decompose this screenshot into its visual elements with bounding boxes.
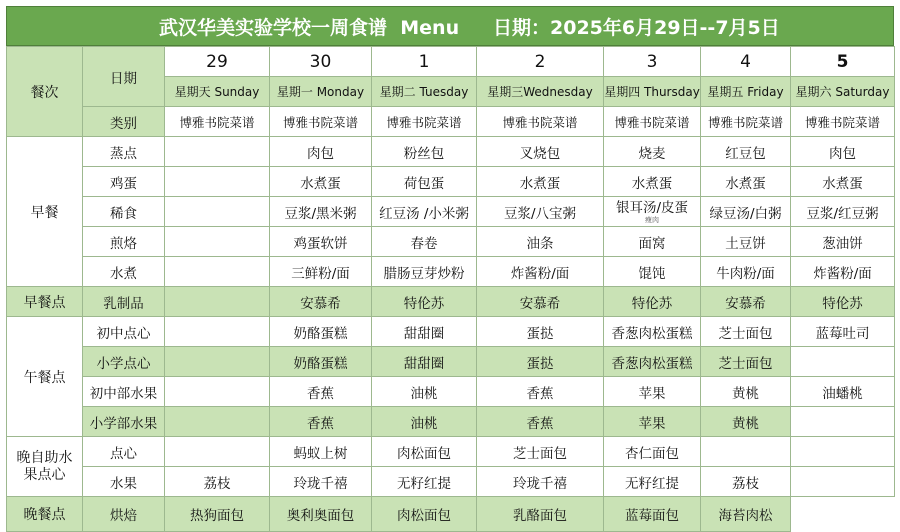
menu-cell	[791, 407, 895, 437]
menu-cell: 荔枝	[701, 467, 791, 497]
item-label: 鸡蛋	[83, 167, 165, 197]
menu-cell	[165, 137, 270, 167]
table-row	[7, 287, 895, 317]
table-row	[7, 407, 895, 437]
menu-cell: 甜甜圈	[372, 347, 477, 377]
menu-cell: 腊肠豆芽炒粉	[372, 257, 477, 287]
menu-cell: 肉松面包	[372, 437, 477, 467]
menu-cell: 香蕉	[477, 407, 604, 437]
menu-cell: 红豆包	[701, 137, 791, 167]
menu-cell: 春卷	[372, 227, 477, 257]
menu-cell	[165, 437, 270, 467]
menu-cell: 水煮蛋	[477, 167, 604, 197]
table-row	[7, 467, 895, 497]
menu-cell: 甜甜圈	[372, 317, 477, 347]
weekday-label: 星期三Wednesday	[477, 77, 604, 107]
item-label: 乳制品	[83, 287, 165, 317]
category-cell: 博雅书院菜谱	[604, 107, 701, 137]
menu-cell: 香蕉	[477, 377, 604, 407]
weekday-label: 星期一 Monday	[270, 77, 372, 107]
menu-cell: 安慕希	[270, 287, 372, 317]
menu-cell: 蛋挞	[477, 347, 604, 377]
table-row	[7, 137, 895, 167]
category-cell: 博雅书院菜谱	[270, 107, 372, 137]
menu-cell: 荷包蛋	[372, 167, 477, 197]
weekday-label: 星期六 Saturday	[791, 77, 895, 107]
day-number: 5	[791, 47, 895, 77]
menu-cell: 馄饨	[604, 257, 701, 287]
day-number: 30	[270, 47, 372, 77]
menu-cell	[165, 197, 270, 227]
menu-table	[6, 46, 895, 532]
menu-cell	[165, 317, 270, 347]
table-row	[7, 437, 895, 467]
menu-cell: 水煮蛋	[791, 167, 895, 197]
meal-time-header: 餐次	[7, 47, 83, 137]
menu-cell: 奥利奥面包	[270, 497, 372, 532]
category-header: 类别	[83, 107, 165, 137]
menu-cell: 特伦苏	[604, 287, 701, 317]
menu-cell: 烧麦	[604, 137, 701, 167]
menu-cell: 水煮蛋	[604, 167, 701, 197]
item-label: 烘焙	[83, 497, 165, 532]
menu-cell	[165, 287, 270, 317]
menu-cell: 香蕉	[270, 377, 372, 407]
table-row	[7, 497, 895, 532]
item-label: 稀食	[83, 197, 165, 227]
menu-cell: 安慕希	[701, 287, 791, 317]
table-row	[7, 347, 895, 377]
meal-label-dinner-snack: 晚餐点	[7, 497, 83, 532]
menu-cell	[791, 497, 895, 532]
menu-cell: 银耳汤/皮蛋 瘦肉	[604, 197, 701, 227]
day-number: 4	[701, 47, 791, 77]
menu-cell: 牛肉粉/面	[701, 257, 791, 287]
menu-cell: 粉丝包	[372, 137, 477, 167]
menu-cell: 芝士面包	[701, 317, 791, 347]
menu-cell: 玲珑千禧	[477, 467, 604, 497]
table-row	[7, 167, 895, 197]
menu-cell	[165, 227, 270, 257]
menu-cell: 热狗面包	[165, 497, 270, 532]
table-row	[7, 197, 895, 227]
menu-cell: 海苔肉松	[701, 497, 791, 532]
day-number: 1	[372, 47, 477, 77]
category-cell: 博雅书院菜谱	[372, 107, 477, 137]
meal-label-evening-self: 晚自助水果点心	[7, 437, 83, 497]
table-row	[7, 227, 895, 257]
menu-cell: 三鲜粉/面	[270, 257, 372, 287]
menu-cell-note: 瘦肉	[645, 216, 659, 224]
menu-cell: 葱油饼	[791, 227, 895, 257]
menu-cell	[165, 347, 270, 377]
menu-cell: 蚂蚁上树	[270, 437, 372, 467]
menu-cell: 奶酪蛋糕	[270, 317, 372, 347]
item-label: 煎烙	[83, 227, 165, 257]
day-number: 2	[477, 47, 604, 77]
menu-cell: 奶酪蛋糕	[270, 347, 372, 377]
meal-label-breakfast: 早餐	[7, 137, 83, 287]
menu-cell: 肉包	[270, 137, 372, 167]
menu-cell: 香蕉	[270, 407, 372, 437]
category-row	[7, 107, 895, 137]
weekday-label: 星期四 Thursday	[604, 77, 701, 107]
menu-cell: 蛋挞	[477, 317, 604, 347]
table-row	[7, 377, 895, 407]
menu-cell: 油蟠桃	[791, 377, 895, 407]
school-title: 武汉华美实验学校一周食谱 Menu	[159, 16, 460, 39]
menu-cell: 苹果	[604, 407, 701, 437]
weekday-label: 星期五 Friday	[701, 77, 791, 107]
menu-cell	[165, 257, 270, 287]
menu-cell: 黄桃	[701, 407, 791, 437]
menu-cell: 红豆汤 /小米粥	[372, 197, 477, 227]
title-bar	[6, 6, 894, 46]
item-label: 初中部水果	[83, 377, 165, 407]
menu-cell: 油桃	[372, 377, 477, 407]
category-cell: 博雅书院菜谱	[165, 107, 270, 137]
menu-cell: 无籽红提	[604, 467, 701, 497]
menu-cell: 苹果	[604, 377, 701, 407]
menu-cell: 荔枝	[165, 467, 270, 497]
menu-cell: 面窝	[604, 227, 701, 257]
menu-cell: 油桃	[372, 407, 477, 437]
menu-cell	[165, 377, 270, 407]
menu-cell: 土豆饼	[701, 227, 791, 257]
item-label: 水煮	[83, 257, 165, 287]
menu-cell: 肉松面包	[372, 497, 477, 532]
menu-cell: 安慕希	[477, 287, 604, 317]
meal-label-breakfast-snack: 早餐点	[7, 287, 83, 317]
menu-cell: 鸡蛋软饼	[270, 227, 372, 257]
item-label: 初中点心	[83, 317, 165, 347]
menu-cell: 特伦苏	[791, 287, 895, 317]
menu-cell: 杏仁面包	[604, 437, 701, 467]
date-range: 日期：2025年6月29日--7月5日	[493, 16, 780, 39]
category-cell: 博雅书院菜谱	[791, 107, 895, 137]
menu-cell: 水煮蛋	[701, 167, 791, 197]
weekday-label: 星期天 Sunday	[165, 77, 270, 107]
menu-cell: 香葱肉松蛋糕	[604, 317, 701, 347]
table-row	[7, 257, 895, 287]
item-label: 点心	[83, 437, 165, 467]
meal-label-lunch-snack: 午餐点	[7, 317, 83, 437]
category-cell: 博雅书院菜谱	[477, 107, 604, 137]
menu-cell	[791, 467, 895, 497]
menu-cell: 肉包	[791, 137, 895, 167]
table-row	[7, 317, 895, 347]
menu-cell: 香葱肉松蛋糕	[604, 347, 701, 377]
menu-cell: 蓝莓吐司	[791, 317, 895, 347]
date-header: 日期	[83, 47, 165, 107]
item-label: 水果	[83, 467, 165, 497]
day-number: 3	[604, 47, 701, 77]
menu-cell: 特伦苏	[372, 287, 477, 317]
item-label: 小学点心	[83, 347, 165, 377]
menu-cell: 芝士面包	[701, 347, 791, 377]
weekday-label: 星期二 Tuesday	[372, 77, 477, 107]
menu-cell	[791, 437, 895, 467]
menu-cell	[791, 347, 895, 377]
day-number: 29	[165, 47, 270, 77]
item-label: 小学部水果	[83, 407, 165, 437]
menu-cell: 油条	[477, 227, 604, 257]
menu-cell: 芝士面包	[477, 437, 604, 467]
menu-cell: 水煮蛋	[270, 167, 372, 197]
menu-word: Menu	[400, 16, 460, 39]
menu-cell: 黄桃	[701, 377, 791, 407]
menu-cell: 无籽红提	[372, 467, 477, 497]
menu-cell: 炸酱粉/面	[791, 257, 895, 287]
menu-cell: 乳酪面包	[477, 497, 604, 532]
menu-cell: 蓝莓面包	[604, 497, 701, 532]
menu-cell: 绿豆汤/白粥	[701, 197, 791, 227]
menu-cell: 豆浆/黑米粥	[270, 197, 372, 227]
menu-cell: 炸酱粉/面	[477, 257, 604, 287]
menu-cell: 叉烧包	[477, 137, 604, 167]
menu-cell: 豆浆/八宝粥	[477, 197, 604, 227]
item-label: 蒸点	[83, 137, 165, 167]
menu-cell	[165, 407, 270, 437]
category-cell: 博雅书院菜谱	[701, 107, 791, 137]
menu-cell: 玲珑千禧	[270, 467, 372, 497]
day-number-row	[7, 47, 895, 77]
menu-cell	[701, 437, 791, 467]
menu-cell	[165, 167, 270, 197]
menu-cell: 豆浆/红豆粥	[791, 197, 895, 227]
